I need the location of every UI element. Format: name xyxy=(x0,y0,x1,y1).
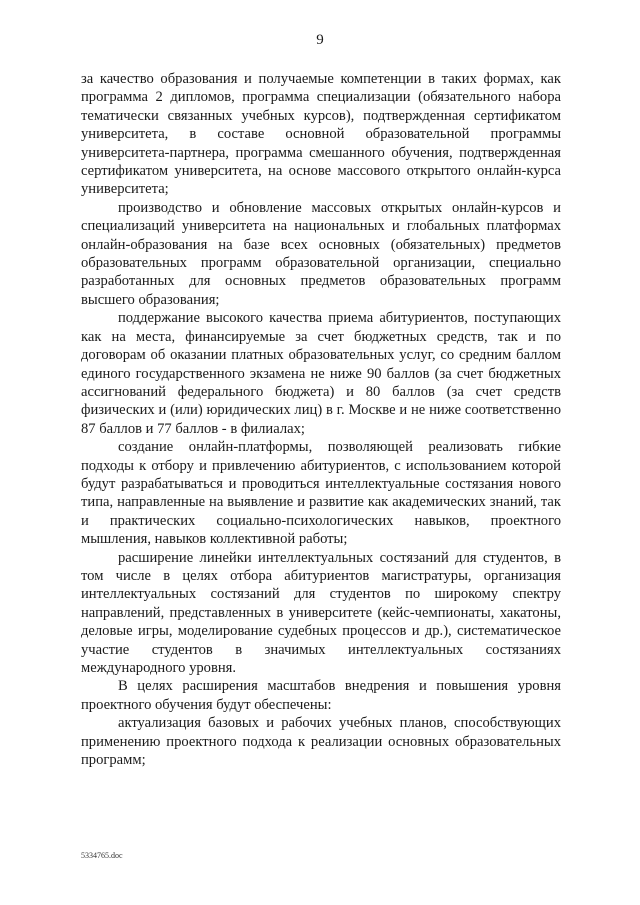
paragraph-admission-quality: поддержание высокого качества приема абитуриентов, поступающих как на места, финансируемые за счет бюджетных средств, так и по договорам об оказании платных образовательных услуг, со средним баллом единого государственного экзамена не ниже 90 баллов (за счет бюджетных ассигнований федерального бюджета) и 80 баллов (за счет средств физических и (или) юридических лиц) в г. Москве и не ниже соответственно 87 баллов и 77 баллов - в филиалах; xyxy=(81,310,561,437)
paragraph-mooc-production: производство и обновление массовых открытых онлайн-курсов и специализаций университета на национальных и глобальных платформах онлайн-образования на базе всех основных (обязательных) предметов образовательных программ образовательной организации, специально разработанных для основных предметов образовательных программ высшего образования; xyxy=(81,199,561,308)
document-body xyxy=(81,70,561,769)
footer-document-code: 5334765.doc xyxy=(81,851,123,860)
paragraph-curriculum-update: актуализация базовых и рабочих учебных планов, способствующих применению проектного подхода к реализации основных образовательных программ; xyxy=(81,715,561,769)
paragraph-online-platform: создание онлайн-платформы, позволяющей реализовать гибкие подходы к отбору и привлечению абитуриентов, с использованием которой будут разрабатываться и проводиться интеллектуальные состязания нового типа, направленные на выявление и развитие как академических знаний, так и практических социально-психологических навыков, проектного мышления, навыков коллективной работы; xyxy=(81,439,561,548)
paragraph-continuation: за качество образования и получаемые компетенции в таких формах, как программа 2 дипломов, программа специализации (обязательного набора тематически связанных учебных курсов), подтвержденная сертификатом университета, в составе основной образовательной программы университета-партнера, программа смешанного обучения, подтвержденная сертификатом университета, на основе массового открытого онлайн-курса университета; xyxy=(81,71,561,198)
paragraph-competitions: расширение линейки интеллектуальных состязаний для студентов, в том числе в целях отбора абитуриентов магистратуры, организация интеллектуальных состязаний для студентов по широкому спектру направлений, представленных в университете (кейс-чемпионаты, хакатоны, деловые игры, моделирование судебных процессов и др.), систематическое участие студентов в значимых интеллектуальных состязаниях международного уровня. xyxy=(81,549,561,676)
paragraph-project-learning-intro: В целях расширения масштабов внедрения и повышения уровня проектного обучения будут обеспечены: xyxy=(81,678,561,713)
page-number: 9 xyxy=(316,32,324,48)
